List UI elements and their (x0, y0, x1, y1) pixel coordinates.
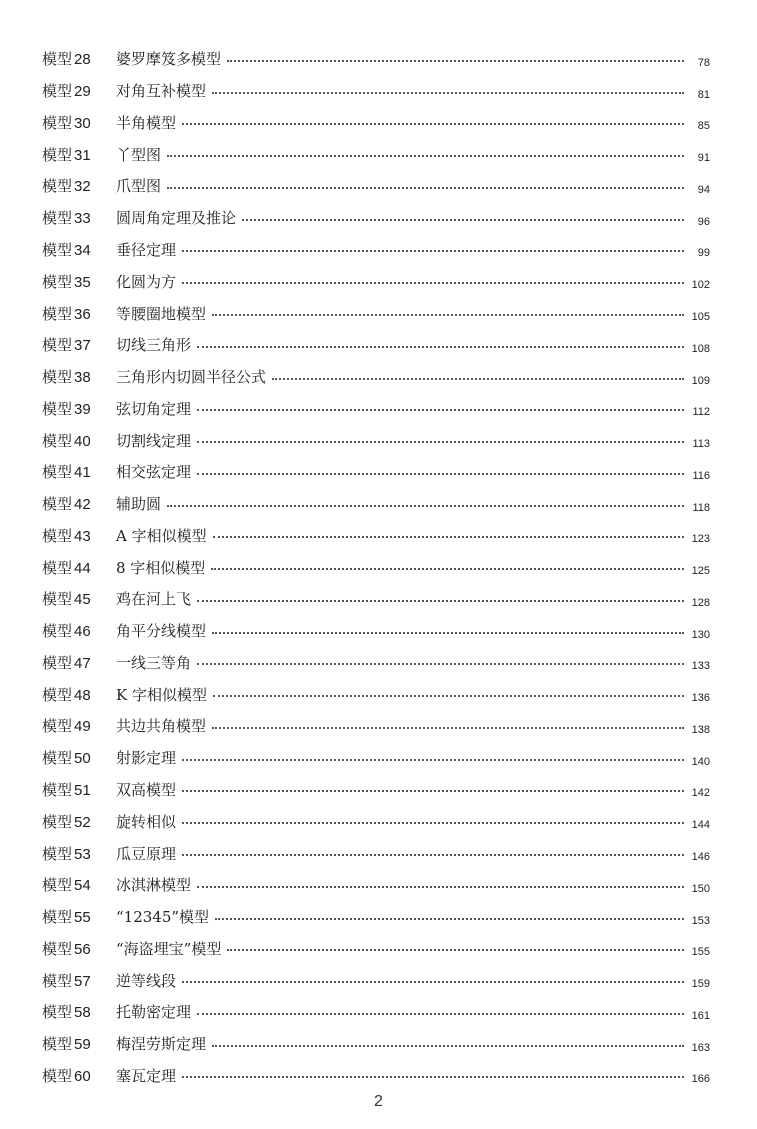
entry-line (116, 678, 710, 710)
toc-entry[interactable] (42, 234, 710, 266)
entry-page-number[interactable]: 136 (691, 692, 710, 705)
model-label (42, 175, 100, 196)
entry-title[interactable]: 双高模型 (116, 780, 177, 799)
entry-line (116, 583, 710, 615)
dot-leader (182, 282, 684, 284)
model-number: 29 (74, 83, 91, 101)
model-prefix: 模型 (42, 304, 73, 323)
entry-page-number[interactable]: 99 (697, 247, 710, 260)
entry-title[interactable]: “海盗埋宝”模型 (116, 939, 222, 958)
toc-entry[interactable] (42, 805, 710, 837)
model-label (42, 366, 100, 387)
dot-leader (197, 600, 684, 602)
model-label (42, 144, 100, 165)
dot-leader (197, 473, 684, 475)
entry-page-number[interactable]: 130 (691, 628, 710, 641)
toc-entry[interactable] (42, 615, 710, 647)
model-number: 43 (74, 527, 91, 545)
entry-page-number[interactable]: 109 (691, 374, 710, 387)
model-number: 44 (74, 559, 91, 577)
entry-page-number[interactable]: 108 (691, 342, 710, 355)
dot-leader (212, 314, 684, 316)
model-prefix: 模型 (42, 272, 73, 291)
model-label (42, 557, 100, 578)
entry-page-number[interactable]: 81 (697, 88, 710, 101)
entry-line (116, 710, 710, 742)
dot-leader (197, 886, 684, 888)
entry-title[interactable]: 托勒密定理 (116, 1003, 192, 1022)
toc-entry[interactable] (42, 932, 710, 964)
toc-entry[interactable] (42, 1060, 710, 1092)
model-label (42, 938, 100, 959)
entry-line (116, 424, 710, 456)
model-label (42, 620, 100, 641)
model-number: 60 (74, 1067, 91, 1085)
toc-entry[interactable] (42, 964, 710, 996)
toc-entry[interactable] (42, 774, 710, 806)
model-label (42, 684, 100, 705)
model-label (42, 1001, 100, 1022)
entry-page-number[interactable]: 112 (692, 406, 710, 419)
model-label (42, 48, 100, 69)
model-number: 32 (74, 178, 91, 196)
entry-line (116, 742, 710, 774)
entry-title[interactable]: 丫型图 (116, 145, 162, 164)
toc-entry[interactable] (42, 742, 710, 774)
model-number: 31 (74, 146, 91, 164)
toc-entry[interactable] (42, 456, 710, 488)
dot-leader (182, 981, 684, 983)
model-prefix: 模型 (42, 971, 73, 990)
dot-leader (242, 219, 684, 221)
dot-leader (182, 790, 684, 792)
entry-title[interactable]: 弦切角定理 (116, 399, 192, 418)
entry-title[interactable]: 鸡在河上飞 (116, 590, 192, 609)
toc-entry[interactable] (42, 107, 710, 139)
entry-title[interactable]: 切线三角形 (116, 336, 192, 355)
entry-line (116, 615, 710, 647)
model-number: 41 (74, 464, 91, 482)
model-label (42, 525, 100, 546)
entry-title[interactable]: 婆罗摩笈多模型 (116, 50, 222, 69)
dot-leader (211, 568, 684, 570)
dot-leader (272, 378, 684, 380)
model-label (42, 906, 100, 927)
model-number: 34 (74, 241, 91, 259)
model-prefix: 模型 (42, 812, 73, 831)
entry-page-number[interactable]: 94 (697, 183, 710, 196)
model-prefix: 模型 (42, 50, 73, 69)
model-label (42, 811, 100, 832)
model-prefix: 模型 (42, 717, 73, 736)
entry-line (116, 1060, 710, 1092)
entry-page-number[interactable]: 113 (692, 438, 710, 451)
entry-page-number[interactable]: 91 (697, 152, 710, 165)
model-prefix: 模型 (42, 209, 73, 228)
model-label (42, 303, 100, 324)
entry-page-number[interactable]: 150 (691, 882, 710, 895)
toc-entry[interactable] (42, 361, 710, 393)
model-number: 56 (74, 940, 91, 958)
entry-line (116, 932, 710, 964)
model-prefix: 模型 (42, 145, 73, 164)
entry-line (116, 456, 710, 488)
toc-entry[interactable] (42, 583, 710, 615)
entry-title[interactable]: 垂径定理 (116, 240, 177, 259)
model-prefix: 模型 (42, 780, 73, 799)
entry-line (116, 647, 710, 679)
model-prefix: 模型 (42, 844, 73, 863)
table-of-contents (42, 43, 710, 1091)
model-label (42, 334, 100, 355)
model-number: 28 (74, 51, 91, 69)
toc-entry[interactable] (42, 297, 710, 329)
dot-leader (167, 187, 684, 189)
dot-leader (167, 155, 684, 157)
dot-leader (212, 727, 684, 729)
dot-leader (213, 695, 684, 697)
model-prefix: 模型 (42, 177, 73, 196)
model-number: 35 (74, 273, 91, 291)
dot-leader (197, 663, 684, 665)
model-number: 57 (74, 972, 91, 990)
model-prefix: 模型 (42, 590, 73, 609)
toc-entry[interactable] (42, 329, 710, 361)
dot-leader (182, 759, 684, 761)
entry-title[interactable]: 对角互补模型 (116, 82, 207, 101)
model-number: 39 (74, 400, 91, 418)
model-prefix: 模型 (42, 399, 73, 418)
entry-page-number[interactable]: 144 (691, 819, 710, 832)
toc-entry[interactable] (42, 488, 710, 520)
entry-title[interactable]: 梅涅劳斯定理 (116, 1035, 207, 1054)
entry-title[interactable]: 瓜豆原理 (116, 844, 177, 863)
model-prefix: 模型 (42, 622, 73, 641)
entry-title[interactable]: 辅助圆 (116, 495, 162, 514)
entry-page-number[interactable]: 142 (691, 787, 710, 800)
entry-line (116, 551, 710, 583)
model-number: 45 (74, 591, 91, 609)
model-number: 38 (74, 369, 91, 387)
entry-title[interactable]: 旋转相似 (116, 812, 177, 831)
entry-line (116, 837, 710, 869)
model-number: 53 (74, 845, 91, 863)
model-number: 50 (74, 750, 91, 768)
entry-line (116, 43, 710, 75)
model-label (42, 112, 100, 133)
toc-entry[interactable] (42, 1028, 710, 1060)
entry-page-number[interactable]: 78 (697, 56, 710, 69)
model-prefix: 模型 (42, 82, 73, 101)
model-prefix: 模型 (42, 685, 73, 704)
dot-leader (182, 123, 684, 125)
model-prefix: 模型 (42, 368, 73, 387)
entry-line (116, 138, 710, 170)
toc-entry[interactable] (42, 392, 710, 424)
entry-line (116, 901, 710, 933)
entry-title[interactable]: 三角形内切圆半径公式 (116, 368, 267, 387)
entry-title[interactable]: 一线三等角 (116, 653, 192, 672)
model-number: 37 (74, 337, 91, 355)
model-prefix: 模型 (42, 876, 73, 895)
entry-line (116, 1028, 710, 1060)
entry-title[interactable]: 角平分线模型 (116, 622, 207, 641)
entry-line (116, 519, 710, 551)
entry-line (116, 234, 710, 266)
toc-entry[interactable] (42, 678, 710, 710)
model-label (42, 271, 100, 292)
dot-leader (182, 250, 684, 252)
model-number: 46 (74, 623, 91, 641)
dot-leader (215, 918, 684, 920)
model-label (42, 779, 100, 800)
model-number: 52 (74, 813, 91, 831)
entry-line (116, 361, 710, 393)
dot-leader (212, 1045, 684, 1047)
model-label (42, 398, 100, 419)
toc-entry[interactable] (42, 996, 710, 1028)
entry-page-number[interactable]: 85 (697, 120, 710, 133)
entry-page-number[interactable]: 161 (691, 1009, 710, 1022)
dot-leader (197, 1013, 684, 1015)
entry-title[interactable]: 逆等线段 (116, 971, 177, 990)
entry-page-number[interactable]: 118 (692, 501, 710, 514)
entry-page-number[interactable]: 125 (691, 565, 710, 578)
model-number: 40 (74, 432, 91, 450)
model-label (42, 843, 100, 864)
entry-line (116, 202, 710, 234)
entry-line (116, 805, 710, 837)
entry-title[interactable]: “12345”模型 (116, 908, 210, 927)
model-prefix: 模型 (42, 526, 73, 545)
model-label (42, 207, 100, 228)
entry-line (116, 170, 710, 202)
entry-title[interactable]: 爪型图 (116, 177, 162, 196)
entry-title[interactable]: 射影定理 (116, 749, 177, 768)
entry-page-number[interactable]: 138 (691, 723, 710, 736)
entry-title[interactable]: A 字相似模型 (116, 526, 207, 545)
model-label (42, 461, 100, 482)
model-prefix: 模型 (42, 495, 73, 514)
model-label (42, 239, 100, 260)
model-label (42, 715, 100, 736)
model-prefix: 模型 (42, 939, 73, 958)
entry-line (116, 996, 710, 1028)
entry-page-number[interactable]: 163 (691, 1041, 710, 1054)
toc-entry[interactable] (42, 869, 710, 901)
entry-line (116, 392, 710, 424)
dot-leader (227, 60, 684, 62)
entry-line (116, 964, 710, 996)
entry-title[interactable]: 8 字相似模型 (116, 558, 206, 577)
model-prefix: 模型 (42, 749, 73, 768)
model-label (42, 588, 100, 609)
entry-page-number[interactable]: 128 (691, 596, 710, 609)
model-number: 51 (74, 781, 91, 799)
model-prefix: 模型 (42, 558, 73, 577)
entry-title[interactable]: 等腰圈地模型 (116, 304, 207, 323)
model-label (42, 1033, 100, 1054)
entry-title[interactable]: 塞瓦定理 (116, 1066, 177, 1085)
model-number: 49 (74, 718, 91, 736)
model-prefix: 模型 (42, 653, 73, 672)
dot-leader (212, 92, 684, 94)
model-number: 42 (74, 496, 91, 514)
model-number: 36 (74, 305, 91, 323)
dot-leader (197, 409, 684, 411)
entry-page-number[interactable]: 116 (692, 469, 710, 482)
model-number: 54 (74, 877, 91, 895)
entry-page-number[interactable]: 133 (691, 660, 710, 673)
model-prefix: 模型 (42, 240, 73, 259)
entry-page-number[interactable]: 105 (691, 311, 710, 323)
entry-title[interactable]: 圆周角定理及推论 (116, 209, 237, 228)
entry-title[interactable]: 化圆为方 (116, 272, 177, 291)
model-label (42, 747, 100, 768)
model-prefix: 模型 (42, 1035, 73, 1054)
toc-entry[interactable] (42, 901, 710, 933)
dot-leader (212, 632, 684, 634)
dot-leader (182, 854, 684, 856)
toc-entry[interactable] (42, 837, 710, 869)
model-label (42, 874, 100, 895)
model-label (42, 1065, 100, 1086)
model-prefix: 模型 (42, 431, 73, 450)
entry-line (116, 329, 710, 361)
model-label (42, 970, 100, 991)
entry-line (116, 75, 710, 107)
model-prefix: 模型 (42, 113, 73, 132)
dot-leader (197, 441, 684, 443)
toc-entry[interactable] (42, 43, 710, 75)
model-prefix: 模型 (42, 1066, 73, 1085)
dot-leader (167, 505, 684, 507)
toc-entry[interactable] (42, 170, 710, 202)
toc-entry[interactable] (42, 647, 710, 679)
entry-page-number[interactable]: 140 (691, 755, 710, 768)
model-label (42, 430, 100, 451)
model-label (42, 80, 100, 101)
entry-line (116, 869, 710, 901)
model-number: 33 (74, 210, 91, 228)
entry-title[interactable]: K 字相似模型 (116, 685, 207, 704)
entry-title[interactable]: 共边共角模型 (116, 717, 207, 736)
entry-page-number[interactable]: 166 (691, 1073, 710, 1086)
model-number: 55 (74, 909, 91, 927)
model-number: 58 (74, 1004, 91, 1022)
entry-page-number[interactable]: 96 (697, 215, 710, 228)
entry-page-number[interactable]: 159 (691, 978, 710, 991)
model-prefix: 模型 (42, 908, 73, 927)
toc-entry[interactable] (42, 424, 710, 456)
model-label (42, 493, 100, 514)
entry-page-number[interactable]: 153 (691, 914, 710, 927)
toc-entry[interactable] (42, 710, 710, 742)
toc-entry[interactable] (42, 138, 710, 170)
dot-leader (182, 1076, 684, 1078)
model-number: 59 (74, 1036, 91, 1054)
toc-entry[interactable] (42, 75, 710, 107)
entry-line (116, 297, 710, 329)
toc-entry[interactable] (42, 519, 710, 551)
model-label (42, 652, 100, 673)
toc-entry[interactable] (42, 551, 710, 583)
model-number: 47 (74, 654, 91, 672)
entry-title[interactable]: 相交弦定理 (116, 463, 192, 482)
model-prefix: 模型 (42, 463, 73, 482)
entry-line (116, 265, 710, 297)
dot-leader (227, 949, 684, 951)
dot-leader (182, 822, 684, 824)
model-prefix: 模型 (42, 1003, 73, 1022)
entry-line (116, 488, 710, 520)
entry-page-number[interactable]: 155 (691, 946, 710, 959)
dot-leader (213, 536, 684, 538)
toc-entry[interactable] (42, 265, 710, 297)
entry-page-number[interactable]: 102 (691, 279, 710, 292)
entry-title[interactable]: 冰淇淋模型 (116, 876, 192, 895)
model-prefix: 模型 (42, 336, 73, 355)
entry-title[interactable]: 半角模型 (116, 113, 177, 132)
toc-entry[interactable] (42, 202, 710, 234)
entry-page-number[interactable]: 146 (691, 851, 710, 864)
entry-title[interactable]: 切割线定理 (116, 431, 192, 450)
model-number: 30 (74, 114, 91, 132)
entry-page-number[interactable]: 123 (691, 533, 710, 546)
entry-line (116, 107, 710, 139)
page-number: 2 (374, 1093, 383, 1110)
dot-leader (197, 346, 684, 348)
model-number: 48 (74, 686, 91, 704)
entry-line (116, 774, 710, 806)
